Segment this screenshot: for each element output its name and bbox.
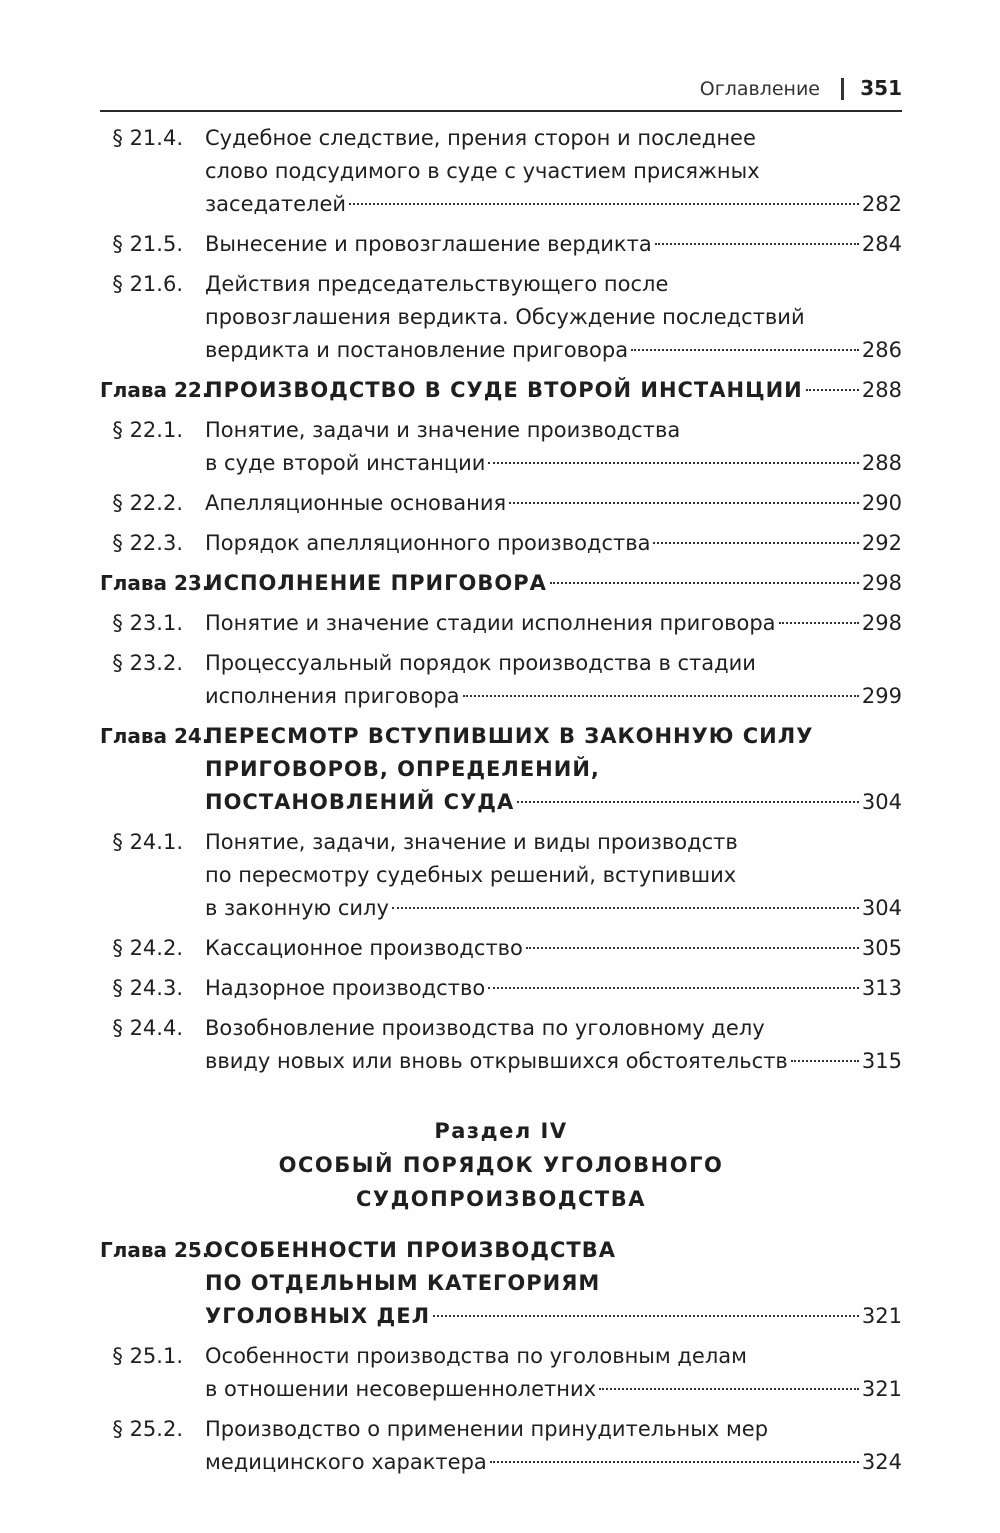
entry-title [205, 228, 902, 261]
section-number: § 25.2. [112, 1417, 183, 1441]
entry-title-line: по пересмотру судебных решений, вступивших [205, 863, 737, 887]
entry-page-number: 305 [861, 936, 902, 960]
entry-title-line: ПЕРЕСМОТР ВСТУПИВШИХ В ЗАКОННУЮ СИЛУ [205, 724, 814, 748]
toc-section-entry[interactable] [100, 1413, 902, 1479]
entry-last-line [205, 932, 902, 965]
dot-leader [526, 947, 859, 949]
toc-section-entry[interactable] [100, 414, 902, 480]
entry-title-line: Действия председательствующего после [205, 272, 669, 296]
entry-title-line: исполнения приговора [205, 684, 460, 708]
entry-title-line: ПОСТАНОВЛЕНИЙ СУДА [205, 790, 515, 814]
entry-page-number: 286 [861, 338, 902, 362]
running-title: Оглавление [699, 78, 820, 100]
entry-page-number: 313 [861, 976, 902, 1000]
entry-page-number: 292 [861, 531, 902, 555]
entry-title-line: в законную силу [205, 896, 389, 920]
dot-leader [791, 1060, 859, 1062]
dot-leader [488, 987, 859, 989]
entry-page-number: 288 [861, 451, 902, 475]
chapter-number: Глава 23. [100, 571, 210, 595]
entry-title [205, 1413, 902, 1479]
dot-leader [392, 907, 859, 909]
section-number: § 21.6. [112, 272, 183, 296]
toc-chapter-entry[interactable] [100, 1234, 902, 1333]
entry-page-number: 290 [861, 491, 902, 515]
entry-title [205, 1234, 902, 1333]
toc-section-entry[interactable] [100, 1012, 902, 1078]
entry-page-number: 321 [861, 1304, 902, 1328]
dot-leader [653, 542, 858, 544]
entry-page-number: 299 [861, 684, 902, 708]
entry-title-line: ПРОИЗВОДСТВО В СУДЕ ВТОРОЙ ИНСТАНЦИИ [205, 378, 803, 402]
section-number: § 21.4. [112, 126, 183, 150]
entry-title [205, 1340, 902, 1406]
section-number: § 24.3. [112, 976, 183, 1000]
entry-title [205, 527, 902, 560]
dot-leader [349, 203, 859, 205]
entry-title-line: вердикта и постановление приговора [205, 338, 629, 362]
entry-title [205, 268, 902, 367]
entry-last-line [205, 228, 902, 261]
table-of-contents [100, 122, 902, 1486]
entry-title [205, 414, 902, 480]
entry-title-line: Порядок апелляционного производства [205, 531, 651, 555]
entry-title-line: Производство о применении принудительных мер [205, 1417, 769, 1441]
entry-title [205, 826, 902, 925]
dot-leader [509, 502, 859, 504]
entry-title [205, 972, 902, 1005]
entry-title-line: в отношении несовершеннолетних [205, 1377, 597, 1401]
entry-title-line: Апелляционные основания [205, 491, 507, 515]
entry-last-line [205, 188, 902, 221]
entry-page-number: 304 [861, 790, 902, 814]
entry-title-line: заседателей [205, 192, 347, 216]
entry-last-line [205, 680, 902, 713]
section-number: § 22.2. [112, 491, 183, 515]
entry-title-line: Понятие и значение стадии исполнения приговора [205, 611, 776, 635]
dot-leader [488, 462, 858, 464]
entry-last-line [205, 1045, 902, 1078]
section-number: § 22.3. [112, 531, 183, 555]
entry-title-line: Вынесение и провозглашение вердикта [205, 232, 652, 256]
entry-page-number: 304 [861, 896, 902, 920]
entry-page-number: 298 [861, 611, 902, 635]
entry-last-line [205, 892, 902, 925]
section-number: § 22.1. [112, 418, 183, 442]
section-number: § 24.1. [112, 830, 183, 854]
entry-page-number: 284 [861, 232, 902, 256]
chapter-number: Глава 25. [100, 1238, 210, 1262]
entry-last-line [205, 447, 902, 480]
entry-last-line [205, 1300, 902, 1333]
entry-page-number: 324 [861, 1450, 902, 1474]
entry-title [205, 647, 902, 713]
entry-title-line: в суде второй инстанции [205, 451, 486, 475]
entry-page-number: 282 [861, 192, 902, 216]
section-number: § 24.4. [112, 1016, 183, 1040]
header-separator [841, 78, 844, 100]
dot-leader [490, 1461, 859, 1463]
toc-section-entry[interactable] [100, 607, 902, 640]
chapter-number: Глава 24. [100, 724, 210, 748]
entry-title [205, 374, 902, 407]
part-title-line: СУДОПРОИЗВОДСТВА [355, 1187, 647, 1211]
entry-title-line: провозглашения вердикта. Обсуждение последствий [205, 305, 805, 329]
entry-title-line: ОСОБЕННОСТИ ПРОИЗВОДСТВА [205, 1238, 616, 1262]
toc-section-entry[interactable] [100, 268, 902, 367]
entry-title-line: ПРИГОВОРОВ, ОПРЕДЕЛЕНИЙ, [205, 757, 600, 781]
section-number: § 24.2. [112, 936, 183, 960]
entry-last-line [205, 607, 902, 640]
toc-section-entry[interactable] [100, 826, 902, 925]
dot-leader [806, 389, 859, 391]
entry-title-line: Надзорное производство [205, 976, 486, 1000]
dot-leader [779, 622, 859, 624]
dot-leader [631, 349, 859, 351]
toc-section-entry[interactable] [100, 527, 902, 560]
running-header [100, 74, 902, 112]
toc-chapter-entry[interactable] [100, 720, 902, 819]
part-title-line: ОСОБЫЙ ПОРЯДОК УГОЛОВНОГО [278, 1153, 724, 1177]
entry-title [205, 487, 902, 520]
entry-page-number: 298 [861, 571, 902, 595]
dot-leader [550, 582, 859, 584]
toc-section-entry[interactable] [100, 1340, 902, 1406]
entry-last-line [205, 487, 902, 520]
entry-title-line: Судебное следствие, прения сторон и последнее [205, 126, 756, 150]
part-heading [100, 1114, 902, 1216]
entry-title-line: Особенности производства по уголовным делам [205, 1344, 747, 1368]
entry-title [205, 932, 902, 965]
entry-title-line: Возобновление производства по уголовному делу [205, 1016, 765, 1040]
dot-leader [433, 1315, 859, 1317]
toc-chapter-entry[interactable] [100, 374, 902, 407]
entry-title-line: Процессуальный порядок производства в стадии [205, 651, 756, 675]
entry-last-line [205, 1373, 902, 1406]
entry-title-line: УГОЛОВНЫХ ДЕЛ [205, 1304, 431, 1328]
entry-title-line: ИСПОЛНЕНИЕ ПРИГОВОРА [205, 571, 547, 595]
toc-section-entry[interactable] [100, 487, 902, 520]
section-number: § 23.1. [112, 611, 183, 635]
entry-last-line [205, 374, 902, 407]
entry-title-line: ПО ОТДЕЛЬНЫМ КАТЕГОРИЯМ [205, 1271, 601, 1295]
entry-last-line [205, 972, 902, 1005]
toc-section-entry[interactable] [100, 122, 902, 221]
dot-leader [463, 695, 859, 697]
entry-last-line [205, 527, 902, 560]
entry-title-line: Кассационное производство [205, 936, 523, 960]
entry-title-line: Понятие, задачи, значение и виды производств [205, 830, 738, 854]
toc-section-entry[interactable] [100, 932, 902, 965]
section-number: § 21.5. [112, 232, 183, 256]
entry-title [205, 122, 902, 221]
chapter-number: Глава 22. [100, 378, 210, 402]
entry-title [205, 720, 902, 819]
entry-title [205, 1012, 902, 1078]
section-number: § 25.1. [112, 1344, 183, 1368]
entry-title [205, 607, 902, 640]
entry-title-line: Понятие, задачи и значение производства [205, 418, 681, 442]
toc-chapter-entry[interactable] [100, 567, 902, 600]
toc-section-entry[interactable] [100, 228, 902, 261]
entry-title-line: медицинского характера [205, 1450, 487, 1474]
dot-leader [517, 801, 859, 803]
page-number: 351 [860, 76, 902, 100]
entry-title [205, 567, 902, 600]
entry-last-line [205, 1446, 902, 1479]
entry-title-line: ввиду новых или вновь открывшихся обстоятельств [205, 1049, 788, 1073]
toc-section-entry[interactable] [100, 647, 902, 713]
entry-last-line [205, 334, 902, 367]
dot-leader [655, 243, 859, 245]
entry-last-line [205, 786, 902, 819]
entry-page-number: 288 [861, 378, 902, 402]
entry-page-number: 315 [861, 1049, 902, 1073]
dot-leader [599, 1388, 859, 1390]
entry-last-line [205, 567, 902, 600]
entry-title-line: слово подсудимого в суде с участием присяжных [205, 159, 760, 183]
section-number: § 23.2. [112, 651, 183, 675]
part-label: Раздел IV [434, 1119, 568, 1143]
toc-section-entry[interactable] [100, 972, 902, 1005]
entry-page-number: 321 [861, 1377, 902, 1401]
